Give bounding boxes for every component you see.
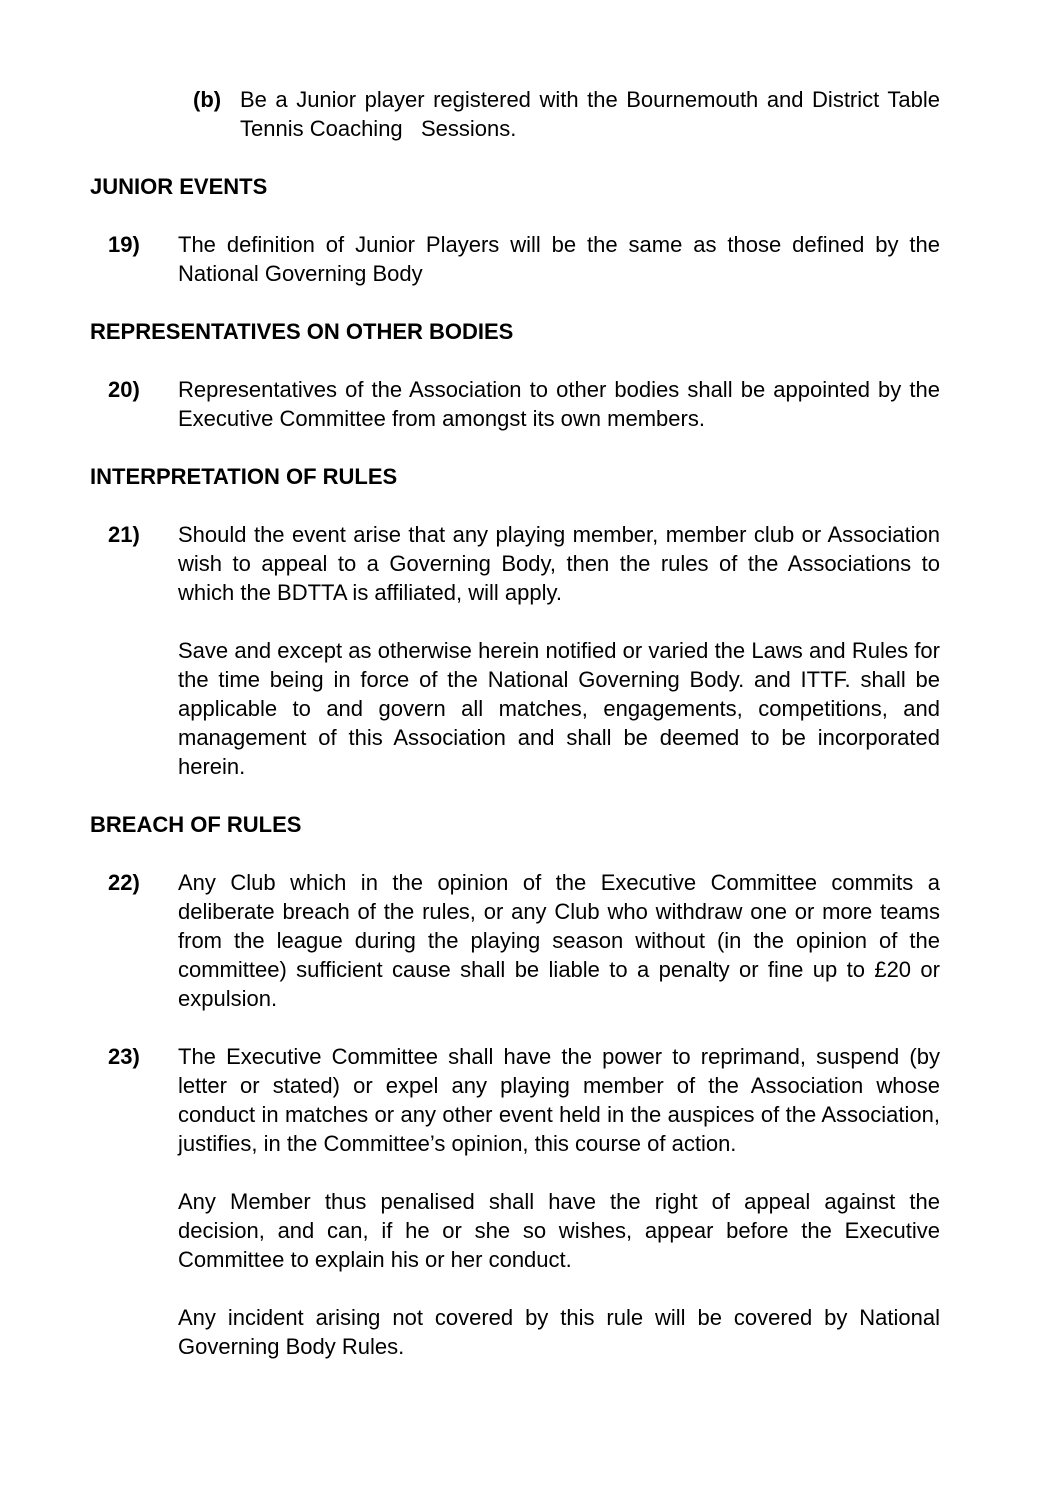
clause-b-text: Be a Junior player registered with the Bournemouth and District Table Tennis Coaching Sessions.: [240, 87, 940, 141]
rule-number: 22): [108, 870, 140, 895]
rule-item: [90, 1042, 940, 1390]
rule-item: [90, 868, 940, 1042]
rule-body: [178, 868, 940, 1042]
section-heading: REPRESENTATIVES ON OTHER BODIES: [90, 319, 514, 344]
rule-item: [90, 375, 940, 462]
section-heading: BREACH OF RULES: [90, 812, 302, 837]
rule-paragraph: Any Member thus penalised shall have the right of appeal against the decision, and can, if he or she so wishes, appear before the Executive Committee to explain his or her conduct.: [178, 1189, 940, 1272]
rule-number: 19): [108, 232, 140, 257]
section-heading: JUNIOR EVENTS: [90, 174, 268, 199]
rule-body: [178, 375, 940, 462]
rule-paragraph: Save and except as otherwise herein notified or varied the Laws and Rules for the time being in force of the National Governing Body. and ITTF. shall be applicable to and govern all matches, engagements, competitions, and management of this Association and shall be deemed to be incorporated herein.: [178, 638, 940, 779]
rule-number: 21): [108, 522, 140, 547]
rule-body: [178, 230, 940, 317]
rule-paragraph: The Executive Committee shall have the power to reprimand, suspend (by letter or stated) or expel any playing member of the Association whose conduct in matches or any other event held in the auspices of the Association, justifies, in the Committee’s opinion, this course of action.: [178, 1044, 940, 1156]
rule-paragraph: Representatives of the Association to other bodies shall be appointed by the Executive Committee from amongst its own members.: [178, 377, 940, 431]
rule-paragraph: Any incident arising not covered by this rule will be covered by National Governing Body Rules.: [178, 1305, 940, 1359]
clause-b-item: [193, 85, 940, 143]
rule-paragraph: The definition of Junior Players will be the same as those defined by the National Governing Body: [178, 232, 940, 286]
section-heading: INTERPRETATION OF RULES: [90, 464, 398, 489]
rule-item: [90, 520, 940, 810]
rule-body: [178, 520, 940, 810]
document-sections: [90, 172, 940, 1390]
rule-number: 23): [108, 1044, 140, 1069]
rule-paragraph: Any Club which in the opinion of the Executive Committee commits a deliberate breach of the rules, or any Club who withdraw one or more teams from the league during the playing season without (in the opinion of the committee) sufficient cause shall be liable to a penalty or fine up to £20 or expulsion.: [178, 870, 940, 1011]
rule-item: [90, 230, 940, 317]
rule-body: [178, 1042, 940, 1390]
rule-paragraph: Should the event arise that any playing member, member club or Association wish to appeal to a Governing Body, then the rules of the Associations to which the BDTTA is affiliated, will apply.: [178, 522, 940, 605]
rule-number: 20): [108, 377, 140, 402]
clause-b-marker: (b): [193, 87, 222, 112]
